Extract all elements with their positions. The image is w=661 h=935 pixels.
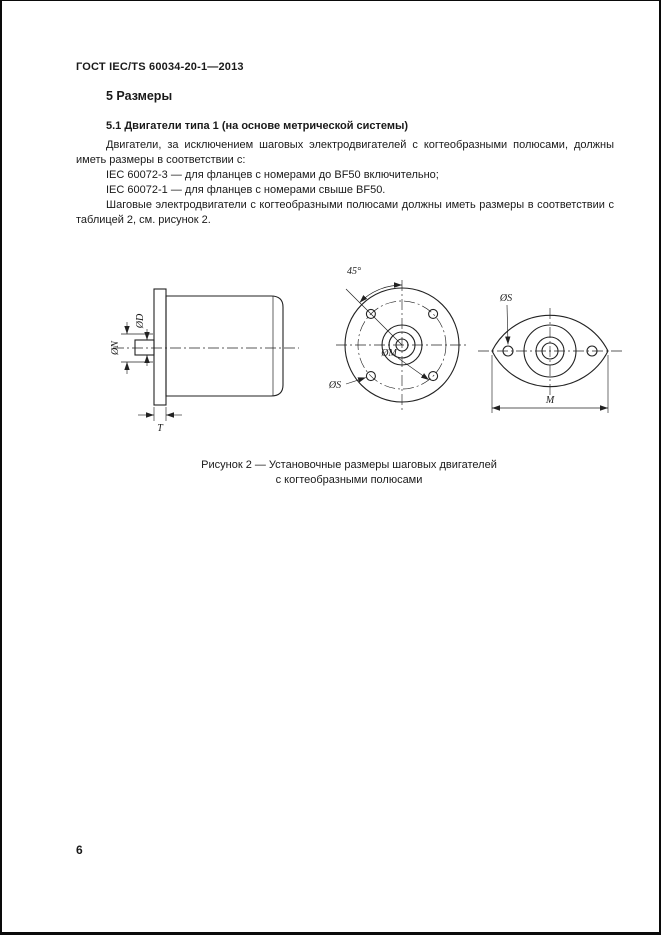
dim-label-width-m: M (545, 395, 555, 406)
figure-caption-line1: Рисунок 2 — Установочные размеры шаговых двигателей (201, 459, 497, 471)
motor-flange (154, 289, 166, 405)
document-header: ГОСТ IEC/TS 60034-20-1—2013 (76, 61, 244, 73)
page-number: 6 (76, 843, 83, 857)
subsection-title: 5.1 Двигатели типа 1 (на основе метрической системы) (106, 120, 409, 132)
figure-caption (76, 458, 622, 488)
dim-label-angle-45: 45° (347, 266, 361, 277)
list-item-iec-60072-1: IEC 60072-1 — для фланцев с номерами свыше BF50. (106, 184, 386, 196)
drawing-front-view (328, 266, 468, 412)
angle-arc (360, 285, 402, 303)
dim-label-diameter-m: ØM (381, 348, 397, 359)
dim-label-diameter-s-flange: ØS (499, 293, 513, 304)
list-item-iec-60072-3: IEC 60072-3 — для фланцев с номерами до BF50 включительно; (106, 169, 439, 181)
motor-shaft (135, 340, 154, 355)
dim-label-thickness-t: T (157, 423, 163, 434)
section-title: 5 Размеры (106, 89, 173, 103)
mounting-hole (429, 309, 438, 318)
paragraph-intro: Двигатели, за исключением шаговых электродвигателей с когтеобразными полюсами, должны иметь размеры в соответствии с: (76, 139, 614, 166)
paragraph-stepper-motors: Шаговые электродвигатели с когтеобразными полюсами должны иметь размеры в соответствии с таблицей 2, см. рисунок 2. (76, 199, 614, 226)
drawing-oval-flange-view (478, 293, 622, 413)
motor-body (166, 296, 283, 396)
dim-label-diameter-n: ØN (110, 341, 121, 355)
dim-label-diameter-s-front: ØS (328, 380, 342, 391)
figure-caption-line2: с когтеобразными полюсами (275, 474, 423, 486)
dim-label-diameter-d: ØD (135, 313, 146, 329)
dimension-flange-thickness (138, 407, 182, 421)
drawing-side-view (110, 289, 299, 434)
figure-2-technical-drawing (107, 251, 627, 446)
